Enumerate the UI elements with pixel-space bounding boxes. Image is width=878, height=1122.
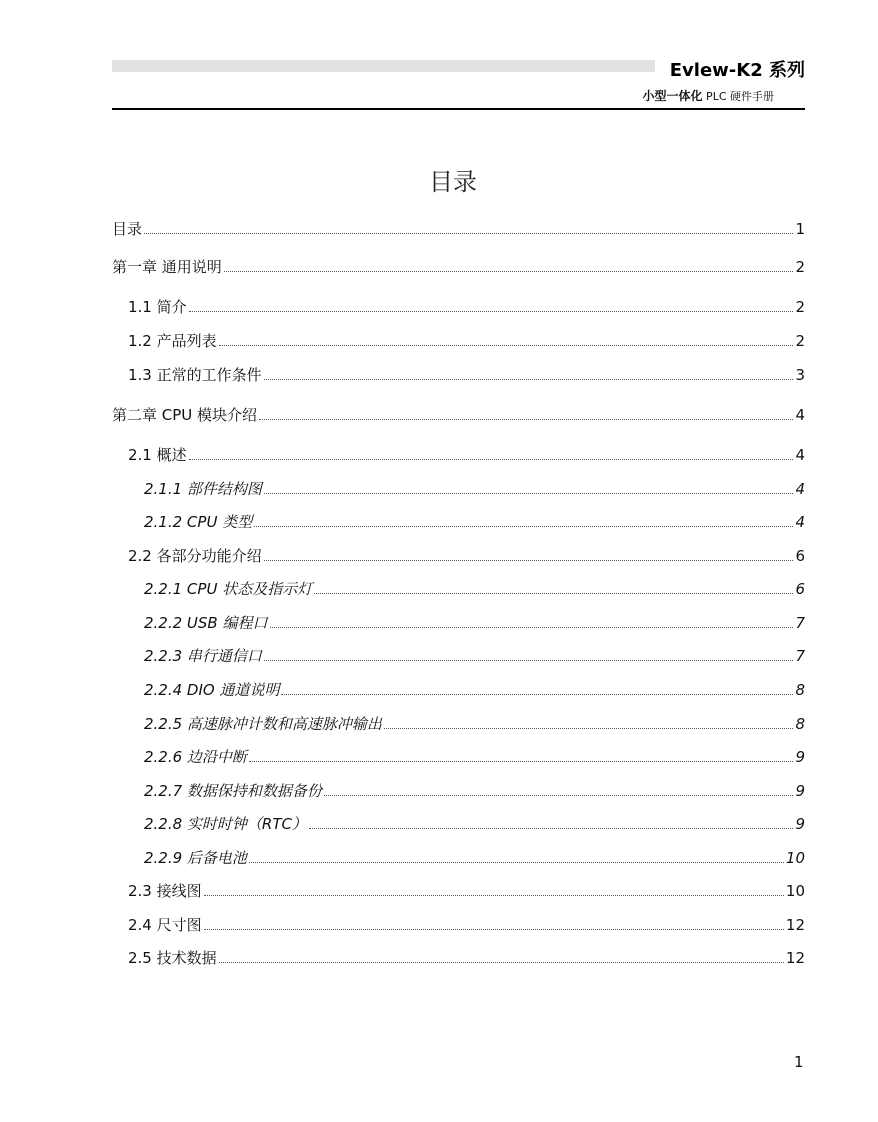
toc-entry-page: 6 (795, 547, 805, 565)
toc-entry-page: 9 (795, 782, 805, 800)
toc-dot-leader (384, 728, 794, 729)
toc-entry[interactable] (112, 914, 805, 934)
toc-dot-leader (324, 795, 794, 796)
toc-dot-leader (314, 593, 793, 594)
toc-entry-label: 2.2.3 串行通信口 (144, 647, 262, 665)
toc-entry[interactable] (112, 218, 805, 238)
header-series: Evlew-K2 系列 (669, 60, 805, 81)
toc-entry-label: 2.2.1 CPU 状态及指示灯 (144, 580, 313, 598)
page-number: 1 (794, 1053, 804, 1071)
toc-entry[interactable] (112, 545, 805, 565)
toc-entry-label: 2.2.4 DIO 通道说明 (144, 681, 280, 699)
toc-entry-label: 2.2.2 USB 编程口 (144, 614, 268, 632)
toc-dot-leader (249, 761, 794, 762)
toc-entry-label: 2.3 接线图 (128, 882, 202, 900)
toc-entry[interactable] (112, 404, 805, 424)
toc-dot-leader (309, 828, 793, 829)
toc-entry[interactable] (112, 578, 805, 598)
toc-entry-label: 2.2.5 高速脉冲计数和高速脉冲输出 (144, 715, 382, 733)
toc-dot-leader (264, 660, 794, 661)
header-subtitle-rest: PLC 硬件手册 (702, 90, 774, 103)
toc-dot-leader (219, 345, 794, 346)
toc-dot-leader (189, 459, 794, 460)
toc-entry-label: 目录 (112, 220, 143, 238)
toc-entry-page: 2 (795, 258, 805, 276)
toc-entry-page: 4 (795, 446, 805, 464)
toc-entry-page: 9 (795, 815, 805, 833)
toc-entry-page: 7 (795, 647, 805, 665)
toc-entry-page: 3 (795, 366, 805, 384)
toc-dot-leader (259, 419, 793, 420)
toc-entry-page: 8 (795, 681, 805, 699)
toc-entry[interactable] (112, 713, 805, 733)
toc-entry-page: 12 (785, 949, 805, 967)
toc-entry-label: 2.1 概述 (128, 446, 187, 464)
toc-entry-label: 2.2.9 后备电池 (144, 849, 247, 867)
toc-entry-page: 4 (795, 480, 805, 498)
toc-dot-leader (254, 526, 793, 527)
toc-dot-leader (219, 962, 784, 963)
toc-entry[interactable] (112, 256, 805, 276)
toc-entry-page: 8 (795, 715, 805, 733)
toc-entry-page: 2 (795, 332, 805, 350)
toc-dot-leader (270, 627, 794, 628)
toc-dot-leader (204, 895, 784, 896)
toc-dot-leader (264, 560, 794, 561)
toc-entry[interactable] (112, 612, 805, 632)
toc-entry-label: 第二章 CPU 模块介绍 (112, 406, 258, 424)
toc-entry[interactable] (112, 780, 805, 800)
toc-entry-page: 10 (785, 882, 805, 900)
toc-dot-leader (264, 493, 794, 494)
toc-entry[interactable] (112, 330, 805, 350)
toc-entry-label: 1.3 正常的工作条件 (128, 366, 262, 384)
toc-entry-label: 1.1 简介 (128, 298, 187, 316)
toc-entry[interactable] (112, 679, 805, 699)
toc-dot-leader (281, 694, 793, 695)
toc-entry[interactable] (112, 511, 805, 531)
toc-entry[interactable] (112, 364, 805, 384)
header-rule (112, 108, 805, 110)
header-subtitle-bold: 小型一体化 (642, 89, 703, 103)
toc-entry[interactable] (112, 478, 805, 498)
toc-entry[interactable] (112, 444, 805, 464)
toc-dot-leader (264, 379, 794, 380)
toc-dot-leader (144, 233, 793, 234)
toc-dot-leader (249, 862, 784, 863)
toc-entry[interactable] (112, 746, 805, 766)
toc-entry-label: 1.2 产品列表 (128, 332, 217, 350)
toc-entry-label: 2.2 各部分功能介绍 (128, 547, 262, 565)
toc-entry-label: 2.2.8 实时时钟（RTC） (144, 815, 307, 833)
toc-entry-label: 2.2.7 数据保持和数据备份 (144, 782, 322, 800)
toc-entry[interactable] (112, 645, 805, 665)
toc-entry-label: 2.1.1 部件结构图 (144, 480, 262, 498)
header-subtitle (643, 87, 774, 104)
toc-entry-page: 7 (795, 614, 805, 632)
page-title: 目录 (429, 168, 477, 196)
toc-dot-leader (204, 929, 784, 930)
toc-entry-page: 12 (785, 916, 805, 934)
toc-entry-label: 2.1.2 CPU 类型 (144, 513, 253, 531)
toc-dot-leader (189, 311, 794, 312)
toc-entry[interactable] (112, 813, 805, 833)
toc-entry-page: 4 (795, 513, 805, 531)
toc-entry-page: 2 (795, 298, 805, 316)
toc-entry-label: 2.5 技术数据 (128, 949, 217, 967)
toc-entry-page: 9 (795, 748, 805, 766)
toc-entry-page: 1 (795, 220, 805, 238)
toc-entry-page: 6 (795, 580, 805, 598)
toc-entry[interactable] (112, 296, 805, 316)
toc-entry[interactable] (112, 880, 805, 900)
toc-entry-page: 10 (785, 849, 805, 867)
toc-entry-label: 2.4 尺寸图 (128, 916, 202, 934)
header-bar (112, 60, 655, 72)
toc-dot-leader (224, 271, 794, 272)
toc-entry[interactable] (112, 847, 805, 867)
toc-entry-label: 第一章 通用说明 (112, 258, 222, 276)
toc-entry[interactable] (112, 947, 805, 967)
toc-entry-page: 4 (795, 406, 805, 424)
toc-entry-label: 2.2.6 边沿中断 (144, 748, 247, 766)
